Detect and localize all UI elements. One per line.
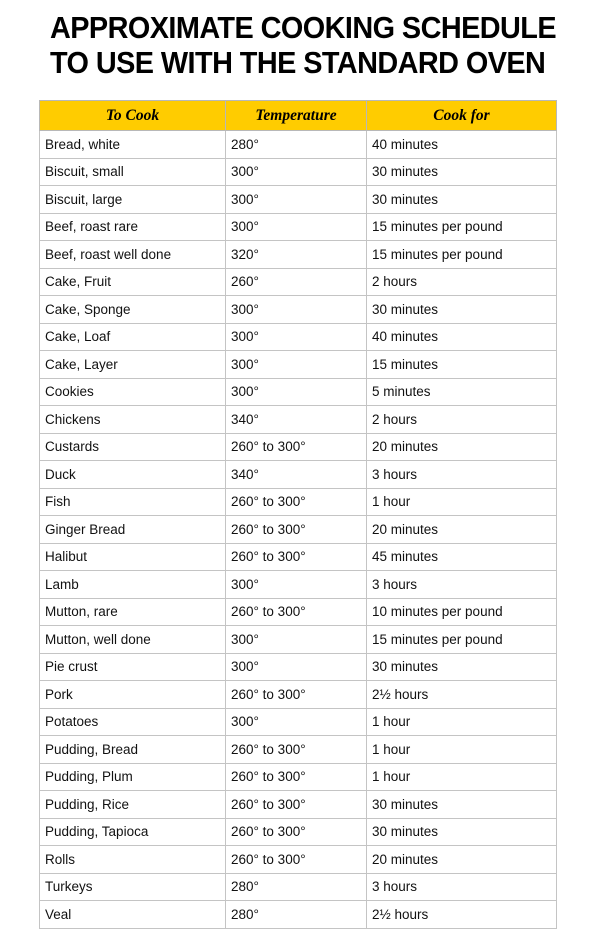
- cook-time-cell: 1 hour: [367, 736, 557, 764]
- table-row: [40, 846, 557, 874]
- temperature-cell: 300°: [226, 186, 367, 214]
- cook-time-cell: 45 minutes: [367, 543, 557, 571]
- food-cell: Pudding, Plum: [40, 763, 226, 791]
- table-row: [40, 296, 557, 324]
- temperature-cell: 260° to 300°: [226, 818, 367, 846]
- food-cell: Pork: [40, 681, 226, 709]
- header-to-cook: To Cook: [40, 101, 226, 131]
- food-cell: Lamb: [40, 571, 226, 599]
- cook-time-cell: 15 minutes: [367, 351, 557, 379]
- cook-time-cell: 15 minutes per pound: [367, 241, 557, 269]
- cook-time-cell: 3 hours: [367, 571, 557, 599]
- temperature-cell: 280°: [226, 901, 367, 929]
- table-row: [40, 818, 557, 846]
- table-row: [40, 241, 557, 269]
- cook-time-cell: 1 hour: [367, 488, 557, 516]
- cook-time-cell: 30 minutes: [367, 818, 557, 846]
- table-row: [40, 406, 557, 434]
- cook-time-cell: 3 hours: [367, 461, 557, 489]
- food-cell: Beef, roast rare: [40, 213, 226, 241]
- temperature-cell: 260° to 300°: [226, 791, 367, 819]
- table-row: [40, 186, 557, 214]
- table-row: [40, 901, 557, 929]
- cook-time-cell: 30 minutes: [367, 296, 557, 324]
- temperature-cell: 300°: [226, 296, 367, 324]
- temperature-cell: 280°: [226, 131, 367, 159]
- temperature-cell: 340°: [226, 406, 367, 434]
- food-cell: Pudding, Bread: [40, 736, 226, 764]
- temperature-cell: 260° to 300°: [226, 681, 367, 709]
- temperature-cell: 300°: [226, 378, 367, 406]
- temperature-cell: 260° to 300°: [226, 763, 367, 791]
- temperature-cell: 260° to 300°: [226, 598, 367, 626]
- food-cell: Ginger Bread: [40, 516, 226, 544]
- page-title: [50, 10, 556, 80]
- table-row: [40, 351, 557, 379]
- food-cell: Cake, Loaf: [40, 323, 226, 351]
- cook-time-cell: 30 minutes: [367, 186, 557, 214]
- food-cell: Bread, white: [40, 131, 226, 159]
- cook-time-cell: 20 minutes: [367, 516, 557, 544]
- table-header-row: [40, 101, 557, 131]
- table-row: [40, 268, 557, 296]
- temperature-cell: 320°: [226, 241, 367, 269]
- table-row: [40, 461, 557, 489]
- table-row: [40, 598, 557, 626]
- table-row: [40, 323, 557, 351]
- temperature-cell: 260° to 300°: [226, 543, 367, 571]
- temperature-cell: 300°: [226, 626, 367, 654]
- cook-time-cell: 20 minutes: [367, 846, 557, 874]
- food-cell: Fish: [40, 488, 226, 516]
- title-line-2: TO USE WITH THE STANDARD OVEN: [50, 45, 546, 80]
- food-cell: Biscuit, large: [40, 186, 226, 214]
- food-cell: Pudding, Tapioca: [40, 818, 226, 846]
- cook-time-cell: 1 hour: [367, 763, 557, 791]
- temperature-cell: 300°: [226, 351, 367, 379]
- cook-time-cell: 1 hour: [367, 708, 557, 736]
- table-row: [40, 763, 557, 791]
- food-cell: Cake, Fruit: [40, 268, 226, 296]
- food-cell: Pie crust: [40, 653, 226, 681]
- temperature-cell: 260° to 300°: [226, 516, 367, 544]
- food-cell: Duck: [40, 461, 226, 489]
- table-row: [40, 571, 557, 599]
- cooking-schedule-table: [39, 100, 557, 929]
- temperature-cell: 260° to 300°: [226, 488, 367, 516]
- temperature-cell: 300°: [226, 708, 367, 736]
- food-cell: Halibut: [40, 543, 226, 571]
- food-cell: Mutton, rare: [40, 598, 226, 626]
- table-row: [40, 653, 557, 681]
- temperature-cell: 260° to 300°: [226, 736, 367, 764]
- header-cook-for: Cook for: [367, 101, 557, 131]
- table-row: [40, 516, 557, 544]
- food-cell: Pudding, Rice: [40, 791, 226, 819]
- cook-time-cell: 2 hours: [367, 268, 557, 296]
- cook-time-cell: 2½ hours: [367, 681, 557, 709]
- temperature-cell: 300°: [226, 653, 367, 681]
- temperature-cell: 300°: [226, 571, 367, 599]
- temperature-cell: 300°: [226, 158, 367, 186]
- table-row: [40, 213, 557, 241]
- cook-time-cell: 30 minutes: [367, 158, 557, 186]
- table-row: [40, 433, 557, 461]
- cook-time-cell: 15 minutes per pound: [367, 213, 557, 241]
- temperature-cell: 340°: [226, 461, 367, 489]
- temperature-cell: 260° to 300°: [226, 846, 367, 874]
- food-cell: Cookies: [40, 378, 226, 406]
- food-cell: Custards: [40, 433, 226, 461]
- food-cell: Cake, Sponge: [40, 296, 226, 324]
- table-row: [40, 543, 557, 571]
- cook-time-cell: 5 minutes: [367, 378, 557, 406]
- cook-time-cell: 15 minutes per pound: [367, 626, 557, 654]
- table-row: [40, 626, 557, 654]
- table-row: [40, 488, 557, 516]
- cook-time-cell: 40 minutes: [367, 131, 557, 159]
- table-row: [40, 158, 557, 186]
- table-row: [40, 681, 557, 709]
- cook-time-cell: 40 minutes: [367, 323, 557, 351]
- cook-time-cell: 2½ hours: [367, 901, 557, 929]
- header-temperature: Temperature: [226, 101, 367, 131]
- temperature-cell: 260°: [226, 268, 367, 296]
- food-cell: Turkeys: [40, 873, 226, 901]
- food-cell: Beef, roast well done: [40, 241, 226, 269]
- food-cell: Cake, Layer: [40, 351, 226, 379]
- temperature-cell: 300°: [226, 323, 367, 351]
- temperature-cell: 280°: [226, 873, 367, 901]
- table-body: [40, 131, 557, 929]
- cook-time-cell: 30 minutes: [367, 653, 557, 681]
- food-cell: Veal: [40, 901, 226, 929]
- food-cell: Rolls: [40, 846, 226, 874]
- food-cell: Potatoes: [40, 708, 226, 736]
- temperature-cell: 300°: [226, 213, 367, 241]
- table-row: [40, 131, 557, 159]
- table-row: [40, 378, 557, 406]
- food-cell: Biscuit, small: [40, 158, 226, 186]
- table-row: [40, 736, 557, 764]
- table-row: [40, 873, 557, 901]
- temperature-cell: 260° to 300°: [226, 433, 367, 461]
- food-cell: Mutton, well done: [40, 626, 226, 654]
- cook-time-cell: 2 hours: [367, 406, 557, 434]
- title-line-1: APPROXIMATE COOKING SCHEDULE: [50, 10, 557, 45]
- cook-time-cell: 10 minutes per pound: [367, 598, 557, 626]
- food-cell: Chickens: [40, 406, 226, 434]
- cook-time-cell: 3 hours: [367, 873, 557, 901]
- table-row: [40, 708, 557, 736]
- table-row: [40, 791, 557, 819]
- cook-time-cell: 20 minutes: [367, 433, 557, 461]
- cook-time-cell: 30 minutes: [367, 791, 557, 819]
